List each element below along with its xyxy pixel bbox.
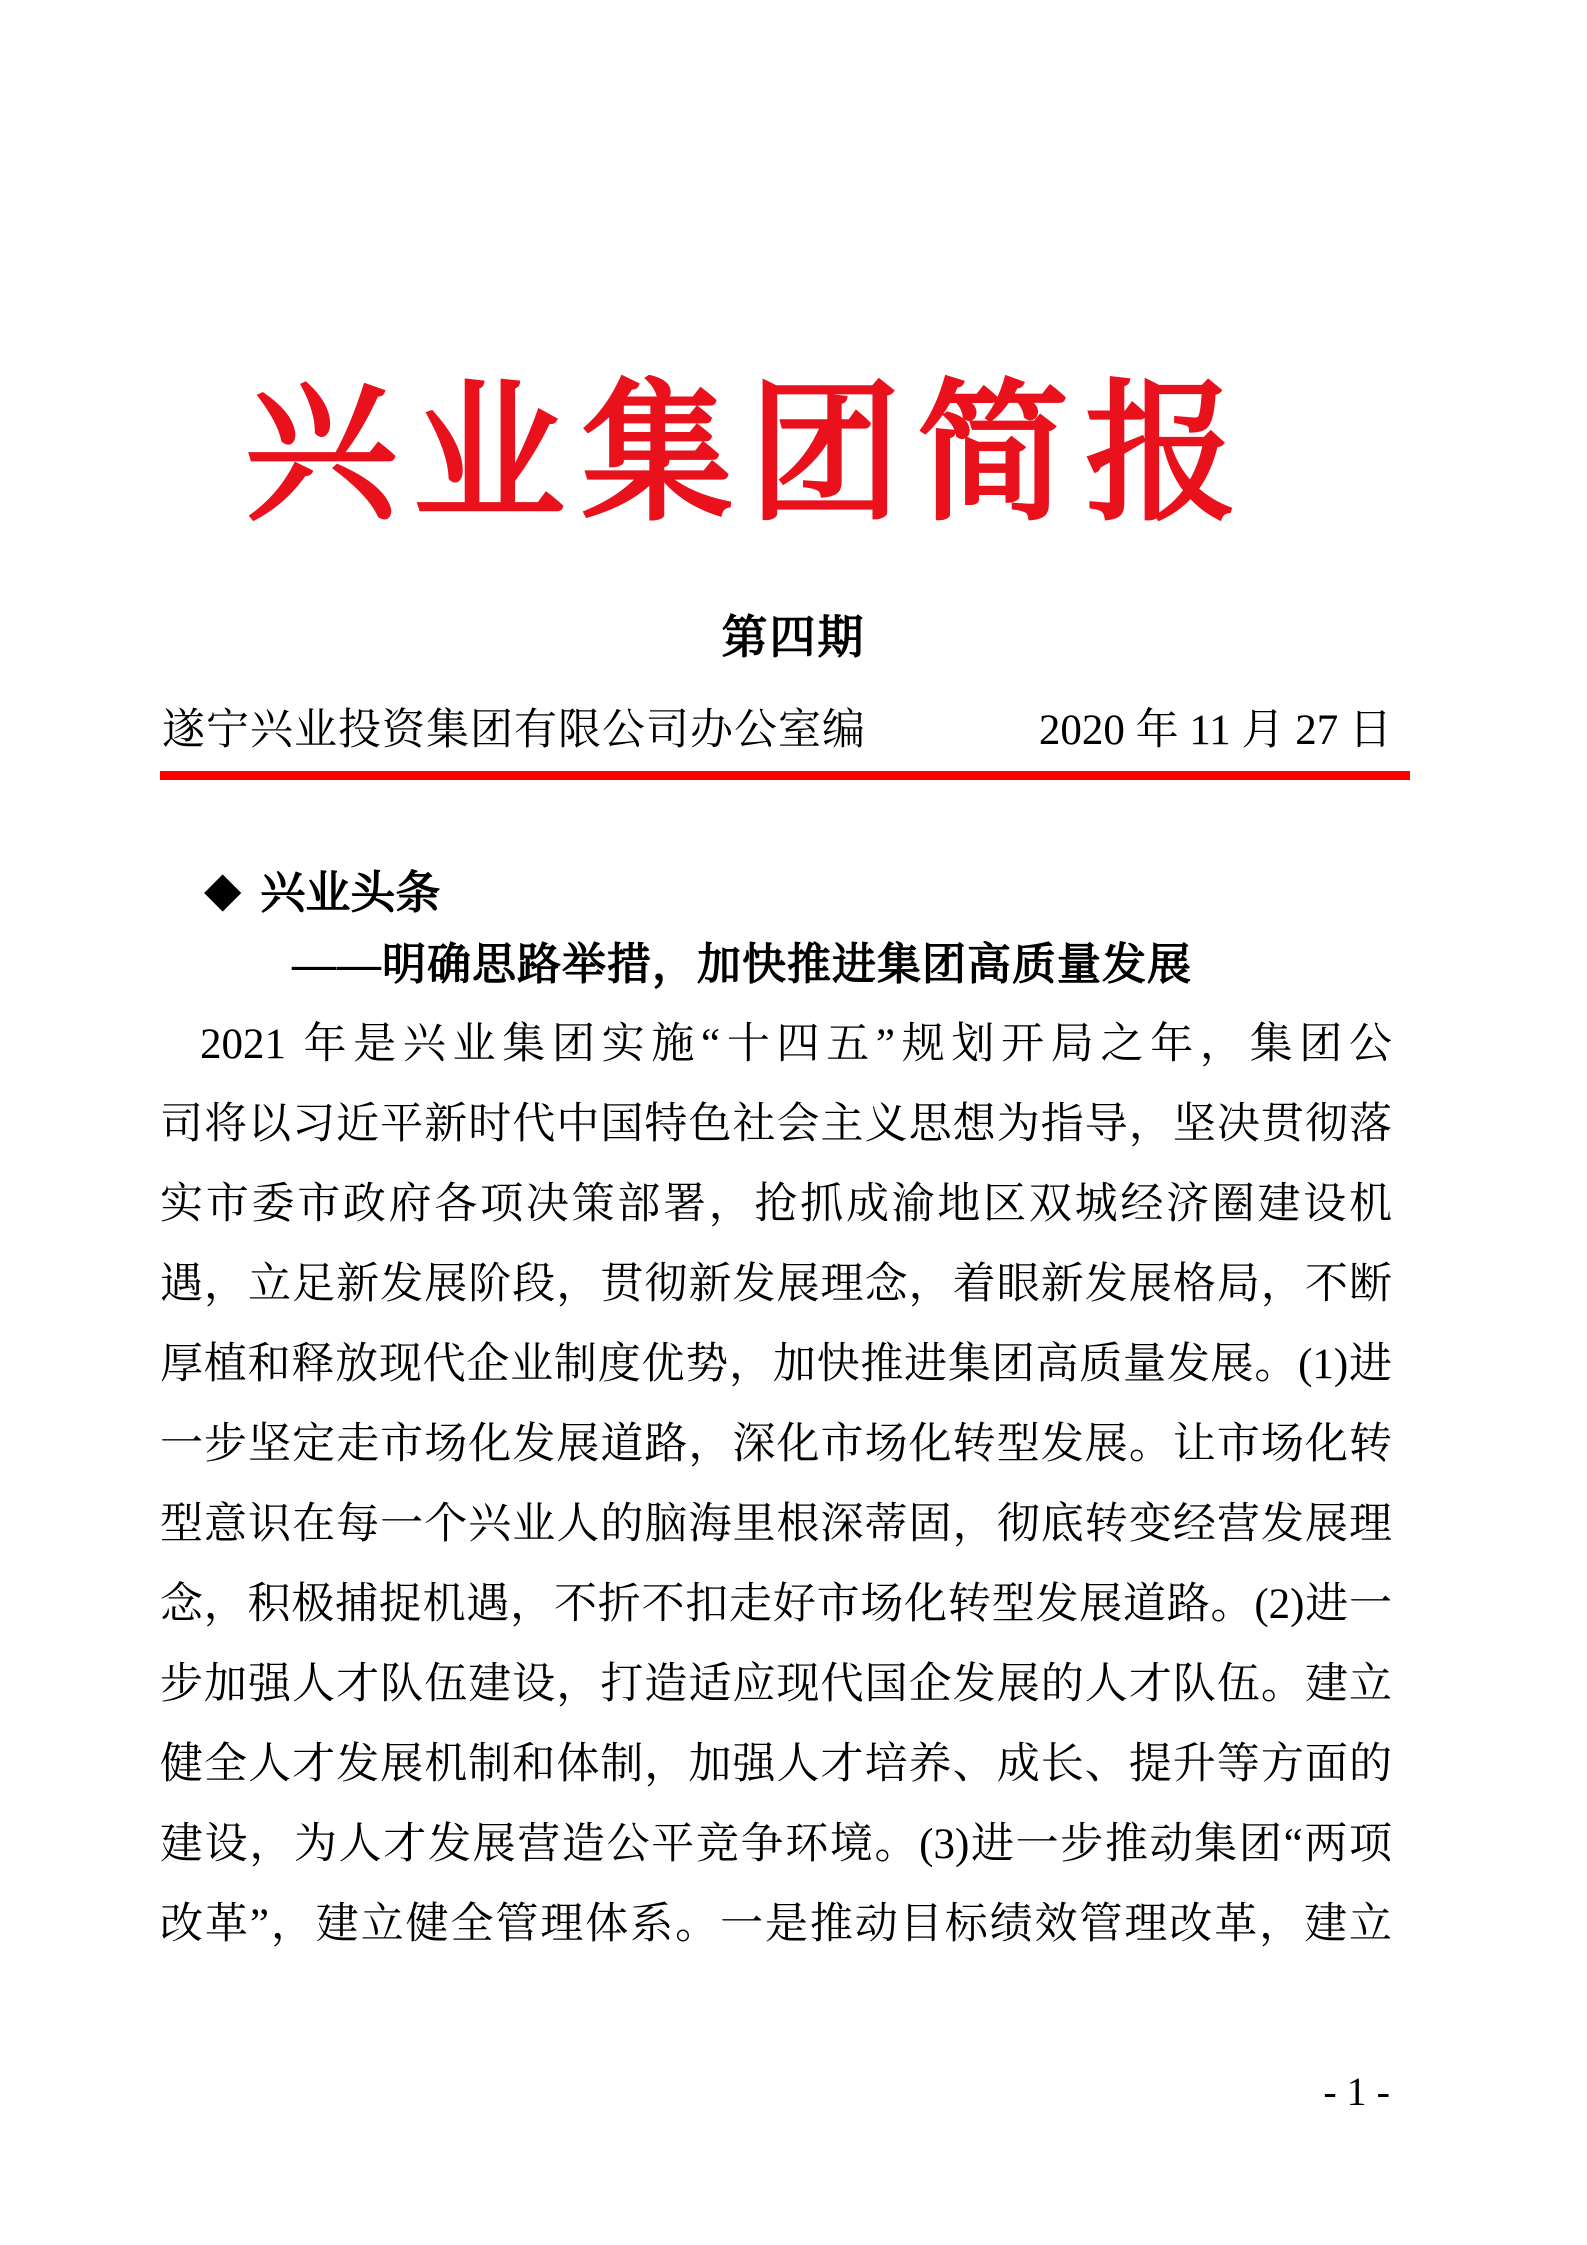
masthead-title: 兴业集团简报 xyxy=(245,371,1253,539)
body-line: 实市委市政府各项决策部署，抢抓成渝地区双城经济圈建设机 xyxy=(160,1181,1392,1228)
body-line: 改革”，建立健全管理体系。一是推动目标绩效管理改革，建立 xyxy=(160,1901,1392,1948)
body-line: 型意识在每一个兴业人的脑海里根深蒂固，彻底转变经营发展理 xyxy=(160,1501,1392,1548)
body-line: 建设，为人才发展营造公平竞争环境。(3)进一步推动集团“两项 xyxy=(160,1821,1392,1868)
section-heading-label: 兴业头条 xyxy=(260,867,441,918)
page-number: - 1 - xyxy=(1323,2069,1390,2114)
body-line: 遇，立足新发展阶段，贯彻新发展理念，着眼新发展格局，不断 xyxy=(160,1261,1392,1308)
body-line: 念，积极捕捉机遇，不折不扣走好市场化转型发展道路。(2)进一 xyxy=(160,1581,1392,1628)
article-body xyxy=(160,1005,1392,1965)
publication-date: 2020 年 11 月 27 日 xyxy=(1038,707,1392,754)
body-line: 健全人才发展机制和体制，加强人才培养、成长、提升等方面的 xyxy=(160,1741,1392,1788)
section-heading xyxy=(205,856,440,921)
issue-label: 第四期 xyxy=(721,611,866,663)
body-line: 步加强人才队伍建设，打造适应现代国企发展的人才队伍。建立 xyxy=(160,1661,1392,1708)
body-line: 厚植和释放现代企业制度优势，加快推进集团高质量发展。(1)进 xyxy=(160,1341,1392,1388)
editor-credit: 遂宁兴业投资集团有限公司办公室编 xyxy=(162,707,866,754)
diamond-bullet-icon: ◆ xyxy=(205,862,241,915)
red-divider-rule xyxy=(160,771,1410,780)
body-line: 一步坚定走市场化发展道路，深化市场化转型发展。让市场化转 xyxy=(160,1421,1392,1468)
publication-row xyxy=(162,696,1392,757)
body-line: 2021 年是兴业集团实施“十四五”规划开局之年，集团公 xyxy=(200,1021,1392,1068)
article-subtitle: ——明确思路举措，加快推进集团高质量发展 xyxy=(292,940,1192,989)
body-line: 司将以习近平新时代中国特色社会主义思想为指导，坚决贯彻落 xyxy=(160,1101,1392,1148)
